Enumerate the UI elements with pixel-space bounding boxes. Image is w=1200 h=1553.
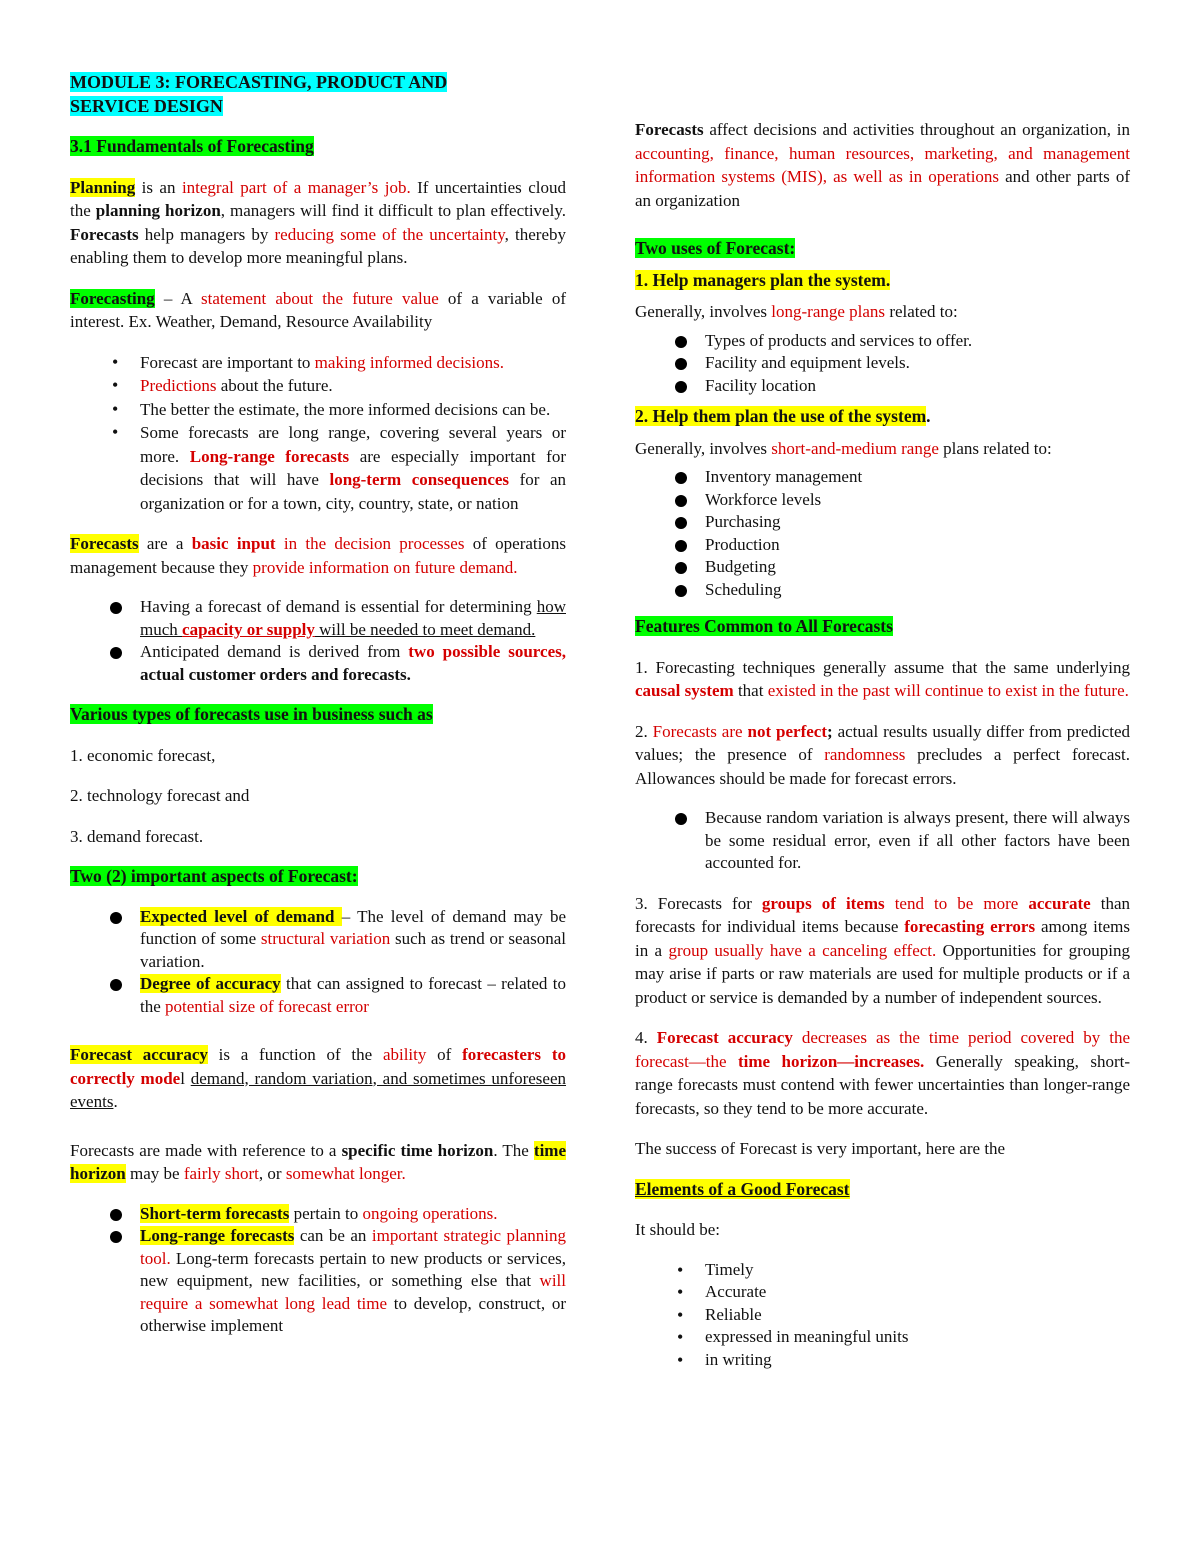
list-item: • Reliable — [635, 1304, 1130, 1327]
features-heading: Features Common to All Forecasts — [635, 616, 893, 636]
use-1-list — [635, 330, 1130, 398]
horizon-paragraph: Forecasts are made with reference to a specific time horizon. The time horizon may be fairly short, or somewhat longer. — [70, 1140, 566, 1183]
forecast-importance-list — [70, 351, 566, 516]
demand-list — [70, 596, 566, 686]
feature-2-list — [635, 807, 1130, 875]
module-title-line-2: SERVICE DESIGN — [70, 96, 223, 116]
list-item: Anticipated demand is derived from two possible sources, actual customer orders and forecasts. — [70, 641, 566, 686]
list-item: Inventory management — [635, 466, 1130, 489]
right-column — [635, 70, 1130, 1388]
list-item: Budgeting — [635, 556, 1130, 579]
feature-2: 2. Forecasts are not perfect; actual results usually differ from predicted values; the presence of randomness precludes a perfect forecast. Allowances should be made for forecast errors. — [635, 721, 1130, 788]
use-1-intro: Generally, involves long-range plans related to: — [635, 302, 958, 321]
list-item: Workforce levels — [635, 489, 1130, 512]
accuracy-paragraph: Forecast accuracy is a function of the ability of forecasters to correctly model demand, random variation, and sometimes unforeseen events. — [70, 1045, 567, 1111]
feature-3: 3. Forecasts for groups of items tend to be more accurate than forecasts for individual items because forecasting errors among items in a group usually have a canceling effect. Opportunities for grouping may arise if parts or raw materials are used for multiple products or if a product or service is demanded by a number of independent sources. — [635, 893, 1130, 1007]
aspects-heading: Two (2) important aspects of Forecast: — [70, 866, 358, 886]
type-item-1: 1. economic forecast, — [70, 745, 216, 765]
list-item: Scheduling — [635, 579, 1130, 602]
types-heading: Various types of forecasts use in business such as — [70, 704, 433, 724]
list-item: Long-range forecasts can be an important strategic planning tool. Long-term forecasts pertain to new products or services, new equipment, new facilities, or something else that will require a somewhat long lead time to develop, construct, or otherwise implement — [70, 1225, 566, 1338]
forecasts-input-paragraph: Forecasts are a basic input in the decision processes of operations management because they provide information on future demand. — [70, 534, 566, 577]
use-2-intro: Generally, involves short-and-medium range plans related to: — [635, 438, 1052, 458]
module-title — [70, 70, 566, 118]
list-item: • Some forecasts are long range, covering several years or more. Long-range forecasts are especially important for decisions that will have long-term consequences for an organization or for a town, city, country, state, or nation — [70, 421, 566, 515]
feature-4: 4. Forecast accuracy decreases as the time period covered by the forecast—the time horizon—increases. Generally speaking, short-range forecasts must contend with fewer uncertainties than longer-range forecasts, so they tend to be more accurate. — [635, 1028, 1130, 1118]
list-item: Purchasing — [635, 511, 1130, 534]
left-column — [70, 70, 566, 1355]
type-item-2: 2. technology forecast and — [70, 786, 250, 805]
forecasting-definition: Forecasting – A statement about the future value of a variable of interest. Ex. Weather, Demand, Resource Availability — [70, 288, 566, 331]
should-be-line: It should be: — [635, 1220, 720, 1239]
list-item: Production — [635, 534, 1130, 557]
list-item: Because random variation is always present, there will always be some residual error, even if all other factors have been accounted for. — [635, 807, 1130, 875]
list-item: • in writing — [635, 1349, 1130, 1372]
list-item: Degree of accuracy that can assigned to forecast – related to the potential size of forecast error — [70, 973, 566, 1018]
list-item: Facility and equipment levels. — [635, 352, 1130, 375]
list-item: Expected level of demand – The level of demand may be function of some structural variation such as trend or seasonal variation. — [70, 906, 566, 974]
section-heading-3-1: 3.1 Fundamentals of Forecasting — [70, 136, 314, 156]
horizon-list — [70, 1203, 566, 1338]
list-item: • The better the estimate, the more informed decisions can be. — [70, 398, 566, 422]
affect-paragraph: Forecasts affect decisions and activities throughout an organization, in accounting, finance, human resources, marketing, and management information systems (MIS), as well as in operations and other parts of an organization — [635, 120, 1130, 210]
list-item: • Forecast are important to making informed decisions. — [70, 351, 566, 375]
list-item: Types of products and services to offer. — [635, 330, 1130, 353]
module-title-line-1: MODULE 3: FORECASTING, PRODUCT AND — [70, 72, 448, 92]
feature-1: 1. Forecasting techniques generally assume that the same underlying causal system that existed in the past will continue to exist in the future. — [635, 657, 1130, 700]
list-item: Facility location — [635, 375, 1130, 398]
aspects-list — [70, 906, 566, 1019]
use-2-list — [635, 466, 1130, 601]
success-line: The success of Forecast is very important, here are the — [635, 1139, 1006, 1158]
two-uses-heading: Two uses of Forecast: — [635, 238, 796, 258]
list-item: • expressed in meaningful units — [635, 1326, 1130, 1349]
type-item-3: 3. demand forecast. — [70, 826, 204, 846]
list-item: Short-term forecasts pertain to ongoing operations. — [70, 1203, 566, 1226]
list-item: • Timely — [635, 1259, 1130, 1282]
use-2-heading: 2. Help them plan the use of the system. — [635, 406, 931, 426]
use-1-heading: 1. Help managers plan the system. — [635, 269, 891, 290]
elements-heading: Elements of a Good Forecast — [635, 1178, 850, 1199]
planning-paragraph: Planning is an integral part of a manager’s job. If uncertainties cloud the planning horizon, managers will find it difficult to plan effectively. Forecasts help managers by reducing some of the uncertainty, thereby enabling them to develop more meaningful plans. — [70, 177, 567, 267]
list-item: • Predictions about the future. — [70, 374, 566, 398]
list-item: Having a forecast of demand is essential for determining how much capacity or supply will be needed to meet demand. — [70, 596, 566, 641]
elements-list — [635, 1259, 1130, 1372]
list-item: • Accurate — [635, 1281, 1130, 1304]
